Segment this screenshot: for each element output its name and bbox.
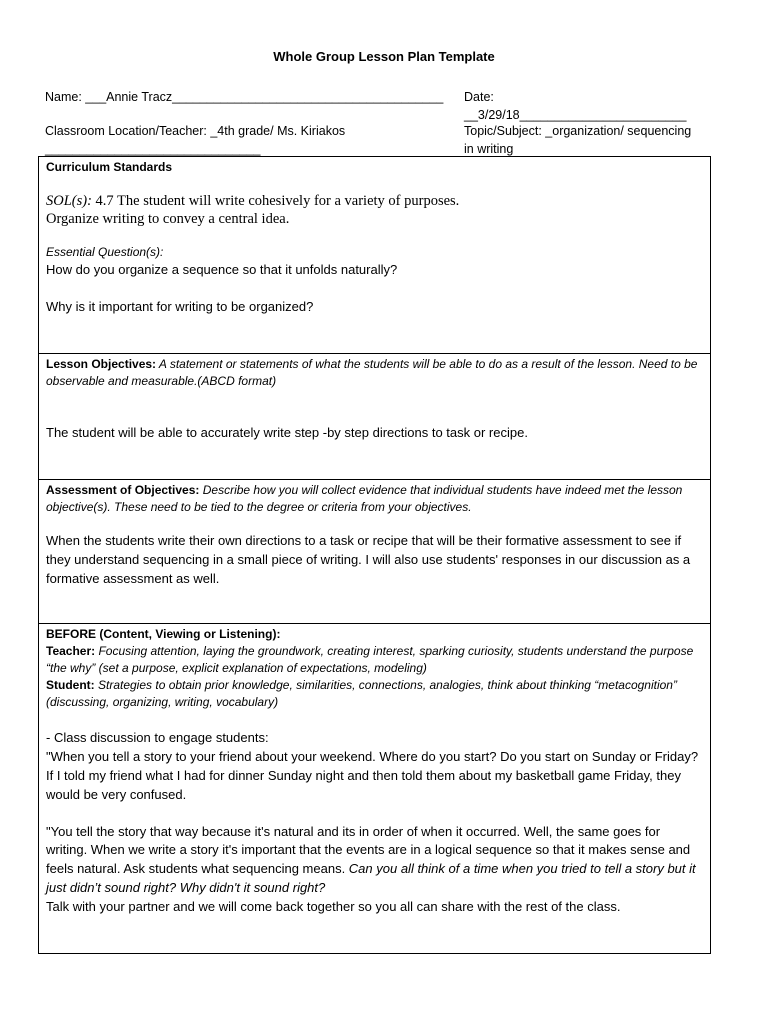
curriculum-standards-heading: Curriculum Standards [46,160,173,174]
sol-label: SOL(s): [46,193,92,210]
curriculum-standards-section [39,157,710,353]
name-field: Name: ___Annie Tracz_______________________________________ [45,90,444,104]
student-description: Student: Strategies to obtain prior knowledge, similarities, connections, analogies, think about thinking “metacognition” (discussing, organizing, writing, vocabulary) [46,678,677,710]
assessment-section [39,479,710,623]
topic-field: Topic/Subject: _organization/ sequencing [464,124,692,138]
lesson-objectives-heading: Lesson Objectives: [46,357,157,371]
topic-field-continued: in writing [464,142,514,156]
date-value: __3/29/18________________________ [464,108,687,122]
classroom-location-field: Classroom Location/Teacher: _4th grade/ Ms. Kiriakos [45,124,346,138]
before-paragraph-3: If I told my friend what I had for dinner Sunday night and then told them about my basketball game Friday, they would be very confused. [46,767,681,802]
before-heading: BEFORE (Content, Viewing or Listening): [46,627,281,641]
essential-question-1: How do you organize a sequence so that it unfolds naturally? [46,262,398,278]
lesson-objectives-description: Lesson Objectives: A statement or statements of what the students will be able to do as a result of the lesson. Need to be observable and measurable.(ABCD format) [46,357,698,389]
lesson-objectives-section [39,353,710,479]
essential-question-2: Why is it important for writing to be organized? [46,299,314,315]
before-paragraph-5: Talk with your partner and we will come back together so you all can share with the rest of the class. [46,898,621,914]
date-label: Date: [464,90,494,104]
before-section [39,623,710,953]
assessment-heading: Assessment of Objectives: [46,483,200,497]
teacher-description: Teacher: Focusing attention, laying the groundwork, creating interest, sparking curiosity, students understand the purpose “the why” (set a purpose, explicit explanation of expectations, modeling) [46,644,694,676]
assessment-description: Assessment of Objectives: Describe how you will collect evidence that individual students have indeed met the lesson objective(s). These need to be tied to the degree or criteria from your objectives. [46,483,683,515]
sol-text-2: Organize writing to convey a central idea. [46,211,290,228]
document-title: Whole Group Lesson Plan Template [273,49,495,64]
essential-question-label: Essential Question(s): [46,245,164,260]
before-paragraph-2: "When you tell a story to your friend about your weekend. Where do you start? Do you start on Sunday or Friday? [46,749,699,764]
lesson-plan-table [38,156,711,954]
before-paragraph-4: "You tell the story that way because it's natural and its in order of when it occurred. Well, the same goes for writing. When we write a story it's important that the events are in a logical sequence so that it makes sense and feels natural. Ask students what sequencing means. Can you all think of a time when you tried to tell a story but it just didn’t sound right? Why didn't it sound right? [46,823,696,896]
classroom-location-underline: _______________________________ [45,142,261,156]
sol-statement [46,192,703,210]
student-label: Student: [46,678,95,693]
teacher-label: Teacher: [46,644,96,659]
sol-text: 4.7 The student will write cohesively for a variety of purposes. [91,193,460,210]
before-paragraph-1: - Class discussion to engage students: [46,730,269,746]
assessment-text: When the students write their own directions to a task or recipe that will be their formative assessment to see if they understand sequencing in a small piece of writing. I will also use students' responses in our discussion as a formative assessment as well. [46,533,691,586]
lesson-objective-text: The student will be able to accurately write step -by step directions to task or recipe. [46,425,528,441]
